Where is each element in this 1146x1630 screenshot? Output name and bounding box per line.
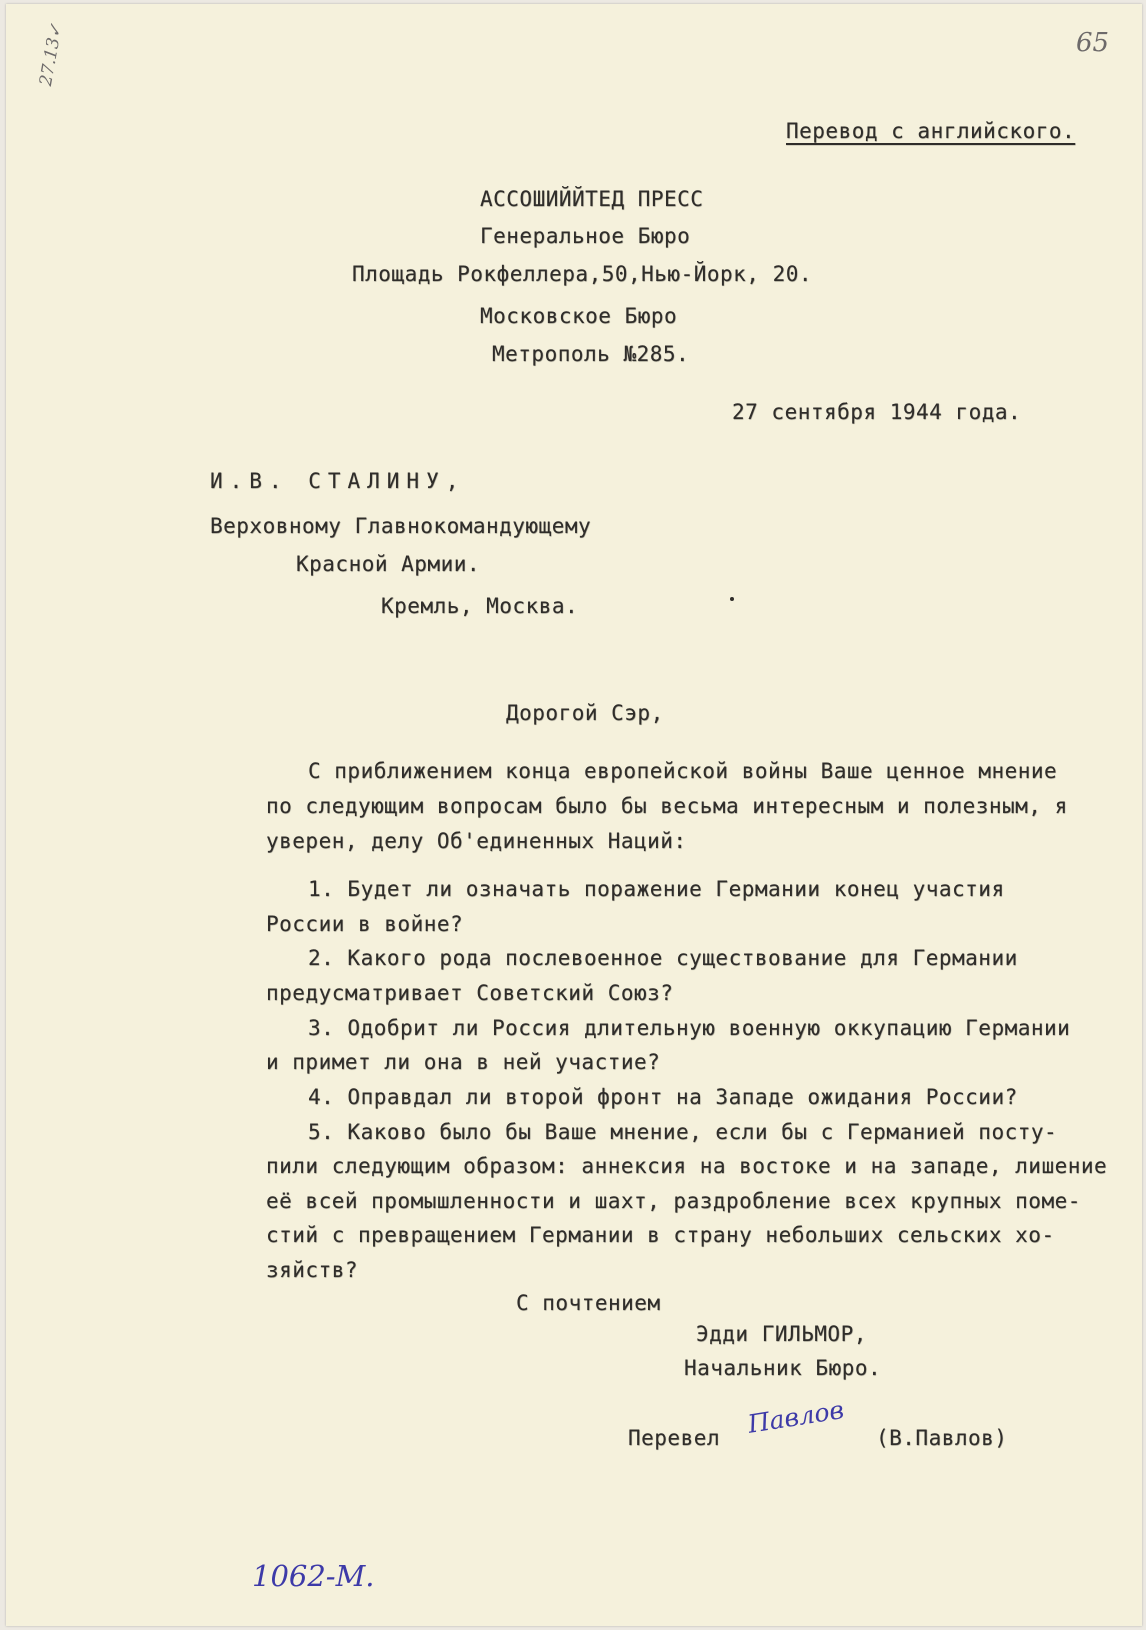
question-2-line: предусматривает Советский Союз? bbox=[266, 981, 674, 1005]
addressee-title-line1: Верховному Главнокомандующему bbox=[210, 514, 592, 538]
addressee-title-line2: Красной Армии. bbox=[296, 552, 481, 576]
closing-regards: С почтением bbox=[516, 1291, 661, 1315]
letterhead-office: Генеральное Бюро bbox=[480, 224, 691, 248]
question-3-line: 3. Одобрит ли Россия длительную военную оккупацию Германии bbox=[308, 1016, 1071, 1040]
salutation: Дорогой Сэр, bbox=[506, 701, 664, 725]
question-5-line: стий с превращением Германии в страну небольших сельских хо- bbox=[266, 1223, 1055, 1247]
translation-note: Перевод с английского. bbox=[786, 119, 1076, 143]
addressee-name-text: И.В. СТАЛИНУ, bbox=[210, 469, 466, 493]
letterhead-address: Площадь Рокфеллера,50,Нью-Йорк, 20. bbox=[352, 262, 813, 286]
archive-number-ink: 1062-М. bbox=[252, 1559, 375, 1593]
translator-label: Перевел bbox=[628, 1426, 721, 1450]
ink-dot bbox=[730, 597, 734, 601]
question-5-line: её всей промышленности и шахт, раздробление всех крупных поме- bbox=[266, 1189, 1081, 1213]
letter-date: 27 сентября 1944 года. bbox=[732, 400, 1022, 424]
closing-signer-title: Начальник Бюро. bbox=[684, 1356, 882, 1380]
question-1-line: 1. Будет ли означать поражение Германии конец участия bbox=[308, 877, 1005, 901]
intro-line: по следующим вопросам было бы весьма интересным и полезным, я bbox=[266, 794, 1068, 818]
question-3-line: и примет ли она в ней участие? bbox=[266, 1050, 661, 1074]
letterhead-branch: Московское Бюро bbox=[480, 304, 678, 328]
question-4-line: 4. Оправдал ли второй фронт на Западе ожидания России? bbox=[308, 1085, 1018, 1109]
letterhead-org: АССОШИЙЙТЕД ПРЕСС bbox=[480, 187, 704, 211]
question-2-line: 2. Какого рода послевоенное существование для Германии bbox=[308, 946, 1018, 970]
closing-signer: Эдди ГИЛЬМОР, bbox=[696, 1322, 867, 1346]
intro-line: С приближением конца европейской войны Ваше ценное мнение bbox=[308, 759, 1058, 783]
letterhead-branch-address: Метрополь №285. bbox=[492, 342, 690, 366]
document-page bbox=[6, 4, 1142, 1626]
question-5-line: пили следующим образом: аннексия на востоке и на западе, лишение bbox=[266, 1154, 1108, 1178]
question-1-line: России в войне? bbox=[266, 912, 464, 936]
page-number-pencil: 65 bbox=[1076, 28, 1110, 58]
question-5-line: зяйств? bbox=[266, 1258, 359, 1282]
addressee-name bbox=[210, 469, 465, 493]
pencil-archive-mark: 27.13✓ bbox=[36, 22, 67, 88]
question-5-line: 5. Каково было бы Ваше мнение, если бы с Германией посту- bbox=[308, 1120, 1058, 1144]
translator-signature: Павлов bbox=[745, 1395, 846, 1439]
addressee-location: Кремль, Москва. bbox=[381, 594, 579, 618]
intro-line: уверен, делу Об'единенных Наций: bbox=[266, 829, 687, 853]
translator-name: (В.Павлов) bbox=[876, 1426, 1008, 1450]
